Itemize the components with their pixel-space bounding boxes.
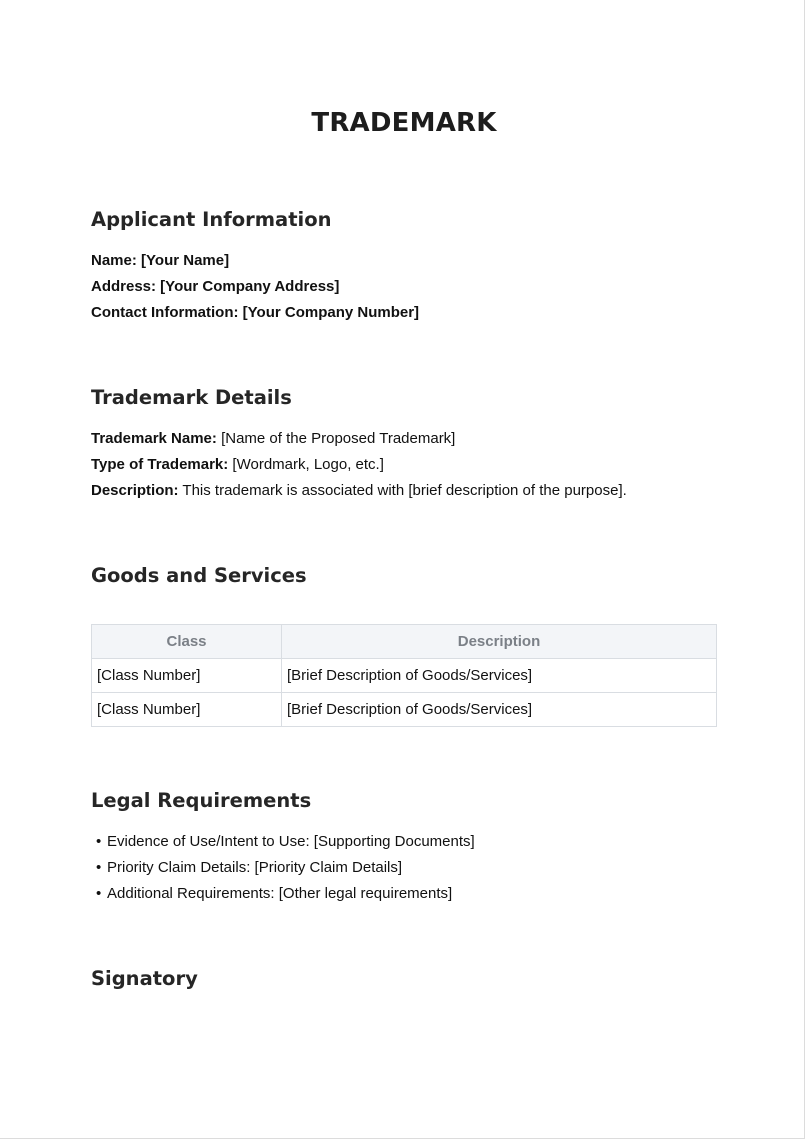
bullet-marker: • [96, 885, 102, 902]
list-item [96, 858, 402, 878]
trademark-heading: Trademark Details [91, 386, 292, 409]
trademark-description-line [91, 481, 627, 501]
applicant-name: Name: [Your Name] [91, 252, 230, 269]
table-header-row [92, 625, 717, 659]
trademark-description-label: Description: [91, 482, 179, 499]
list-item-text: Additional Requirements: [Other legal requirements] [107, 885, 453, 902]
list-item [96, 832, 475, 852]
trademark-name-line [91, 429, 455, 449]
table-row [92, 693, 717, 727]
table-cell-description: [Brief Description of Goods/Services] [282, 693, 717, 727]
table-row [92, 659, 717, 693]
signatory-heading: Signatory [91, 967, 198, 990]
trademark-type-label: Type of Trademark: [91, 456, 229, 473]
goods-heading: Goods and Services [91, 564, 307, 587]
trademark-description-value: This trademark is associated with [brief description of the purpose]. [178, 482, 627, 499]
applicant-contact: Contact Information: [Your Company Number] [91, 304, 420, 321]
column-header-class: Class [92, 625, 282, 659]
applicant-address: Address: [Your Company Address] [91, 278, 340, 295]
bullet-marker: • [96, 859, 102, 876]
list-item-text: Evidence of Use/Intent to Use: [Supporting Documents] [107, 833, 475, 850]
trademark-name-label: Trademark Name: [91, 430, 217, 447]
trademark-type-line [91, 455, 384, 475]
column-header-description: Description [282, 625, 717, 659]
table-cell-class: [Class Number] [92, 659, 282, 693]
document-title: TRADEMARK [311, 108, 497, 138]
table-cell-class: [Class Number] [92, 693, 282, 727]
table-cell-description: [Brief Description of Goods/Services] [282, 659, 717, 693]
trademark-name-value: [Name of the Proposed Trademark] [216, 430, 456, 447]
list-item-text: Priority Claim Details: [Priority Claim Details] [107, 859, 403, 876]
bullet-marker: • [96, 833, 102, 850]
goods-services-table [91, 624, 717, 727]
legal-heading: Legal Requirements [91, 789, 312, 812]
list-item [96, 884, 452, 904]
applicant-heading: Applicant Information [91, 208, 332, 231]
trademark-type-value: [Wordmark, Logo, etc.] [228, 456, 384, 473]
